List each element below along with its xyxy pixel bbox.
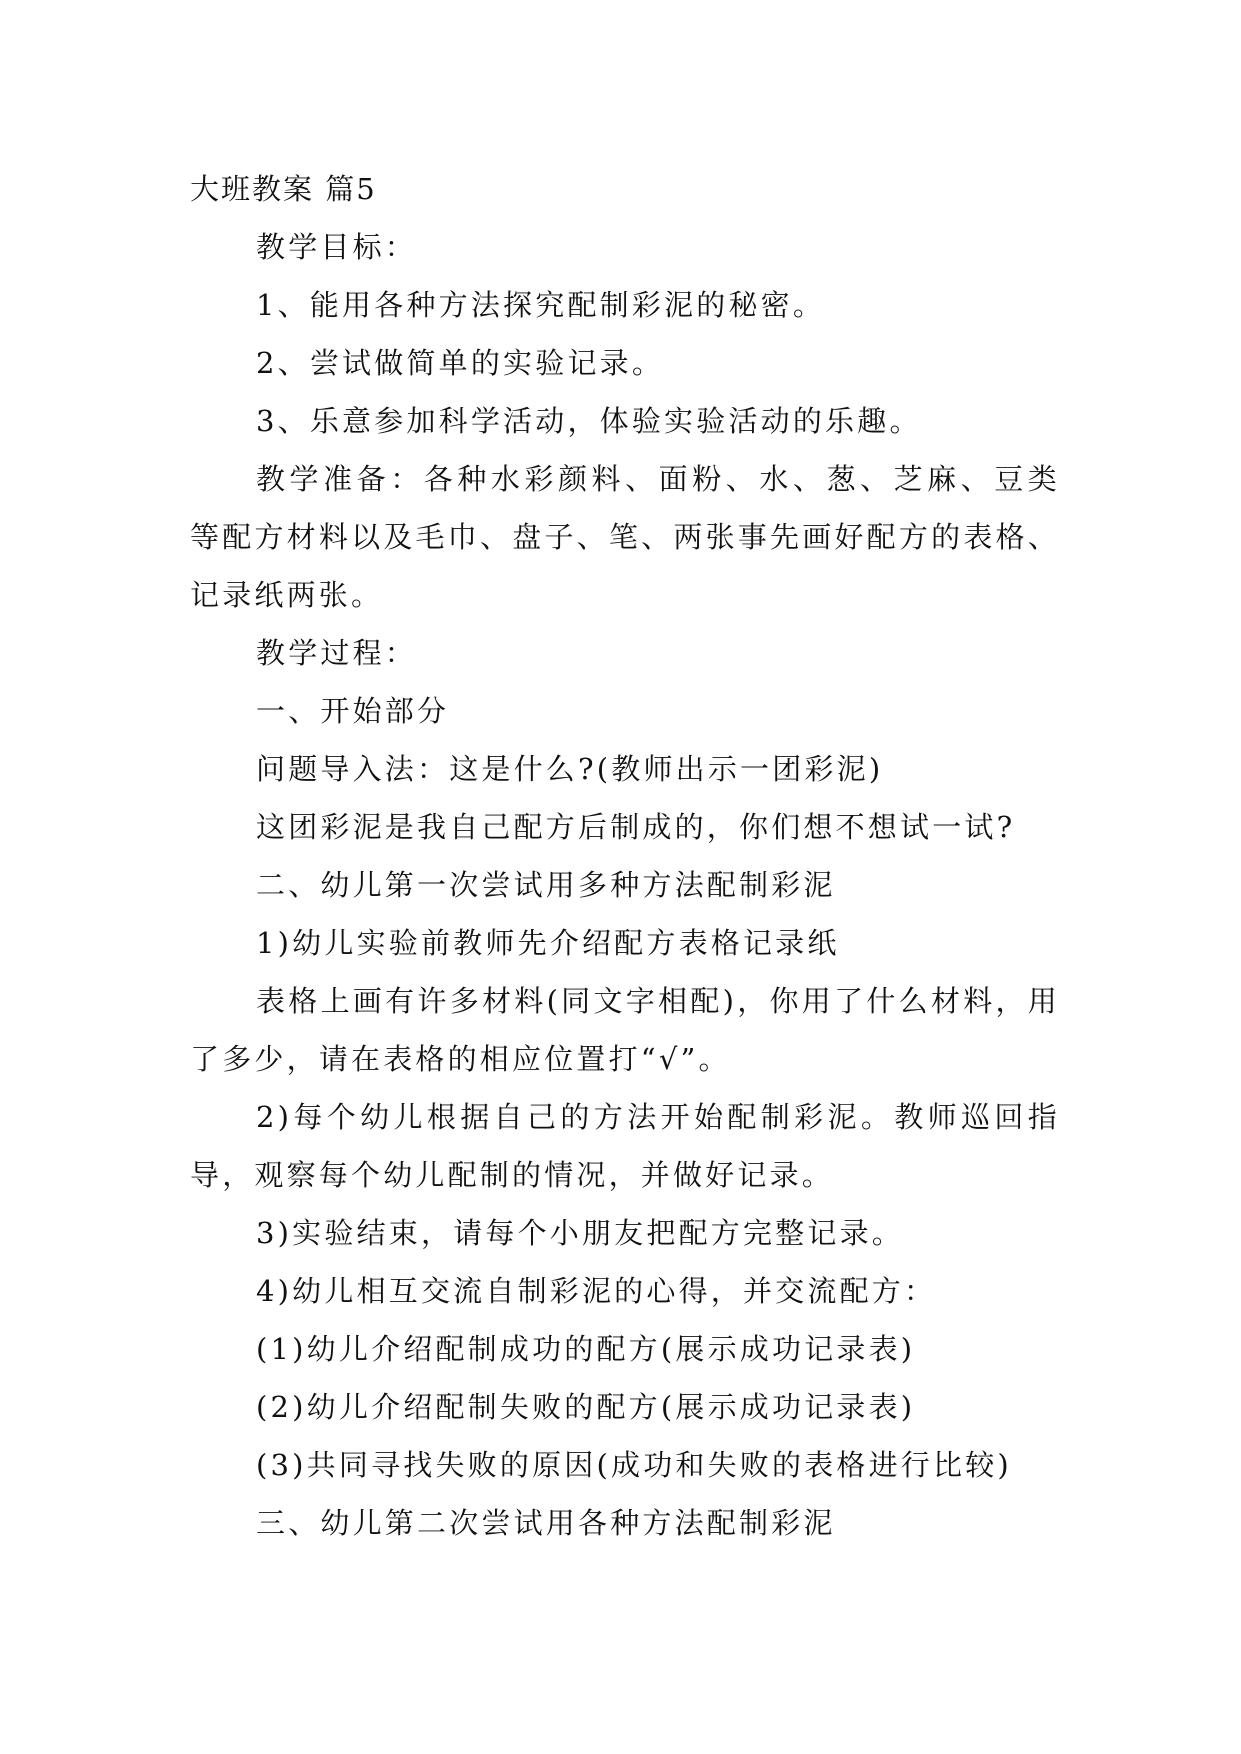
process-step-heading: 三、幼儿第二次尝试用各种方法配制彩泥	[256, 1506, 836, 1540]
objective-item: 1、能用各种方法探究配制彩泥的秘密。	[256, 288, 826, 322]
process-substep: 2)每个幼儿根据自己的方法开始配制彩泥。教师巡回指导，观察每个幼儿配制的情况，并做好记录。	[190, 1100, 1060, 1192]
preparation-paragraph: 教学准备：各种水彩颜料、面粉、水、葱、芝麻、豆类等配方材料以及毛巾、盘子、笔、两张事先画好配方的表格、记录纸两张。	[190, 462, 1060, 612]
section-title: 大班教案 篇5	[190, 172, 377, 206]
process-list-item: (3)共同寻找失败的原因(成功和失败的表格进行比较)	[256, 1448, 1012, 1482]
document-body	[190, 160, 1060, 1552]
process-step-heading: 一、开始部分	[256, 694, 450, 728]
heading-objectives: 教学目标：	[256, 230, 418, 264]
process-substep: 1)幼儿实验前教师先介绍配方表格记录纸	[256, 926, 840, 960]
process-substep: 3)实验结束，请每个小朋友把配方完整记录。	[256, 1216, 904, 1250]
process-list-item: (2)幼儿介绍配制失败的配方(展示成功记录表)	[256, 1390, 916, 1424]
process-step-heading: 二、幼儿第一次尝试用多种方法配制彩泥	[256, 868, 836, 902]
heading-process: 教学过程：	[256, 636, 418, 670]
process-list-item: (1)幼儿介绍配制成功的配方(展示成功记录表)	[256, 1332, 916, 1366]
process-text: 问题导入法：这是什么?(教师出示一团彩泥)	[256, 752, 884, 786]
objective-item: 2、尝试做简单的实验记录。	[256, 346, 665, 380]
process-text: 表格上画有许多材料(同文字相配)，你用了什么材料，用了多少，请在表格的相应位置打“√”。	[190, 984, 1060, 1076]
process-text: 这团彩泥是我自己配方后制成的，你们想不想试一试?	[256, 810, 1016, 844]
process-substep: 4)幼儿相互交流自制彩泥的心得，并交流配方：	[256, 1274, 937, 1308]
objective-item: 3、乐意参加科学活动，体验实验活动的乐趣。	[256, 404, 922, 438]
